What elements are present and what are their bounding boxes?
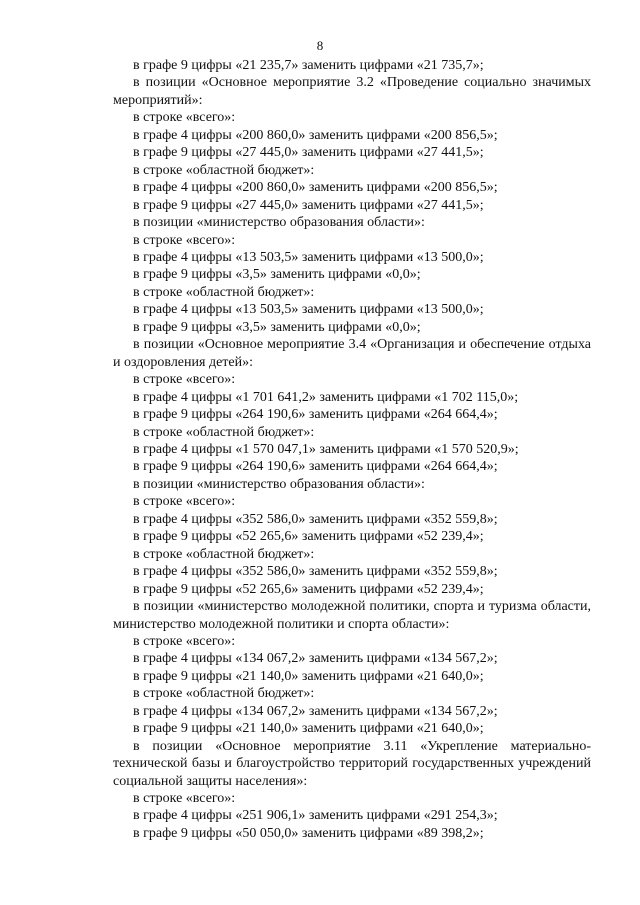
text-line: в строке «всего»: (133, 232, 236, 248)
text-line: социальной защиты населения»: (113, 773, 308, 789)
text-line: в строке «всего»: (133, 494, 236, 510)
text-line: мероприятий»: (113, 92, 203, 108)
text-line: в строке «всего»: (133, 372, 236, 388)
text-line: в графе 4 цифры «13 503,5» заменить цифрами «13 500,0»; (133, 302, 484, 318)
text-line: в графе 9 цифры «52 265,6» заменить цифрами «52 239,4»; (133, 581, 484, 597)
text-line: в строке «всего»: (133, 633, 236, 649)
text-line: в позиции «Основное мероприятие 3.11 «Укрепление материально- (133, 738, 591, 754)
text-line: в графе 4 цифры «13 503,5» заменить цифрами «13 500,0»; (133, 249, 484, 265)
text-line: в графе 4 цифры «200 860,0» заменить цифрами «200 856,5»; (133, 127, 498, 143)
text-line: в позиции «министерство образования области»: (133, 476, 425, 492)
text-line: в графе 9 цифры «52 265,6» заменить цифрами «52 239,4»; (133, 529, 484, 545)
text-line: в позиции «министерство образования области»: (133, 215, 425, 231)
text-line: в графе 9 цифры «3,5» заменить цифрами «0,0»; (133, 267, 421, 283)
text-line: в графе 9 цифры «27 445,0» заменить цифрами «27 441,5»; (133, 197, 484, 213)
text-line: в графе 9 цифры «50 050,0» заменить цифрами «89 398,2»; (133, 825, 484, 841)
text-line: в строке «областной бюджет»: (133, 162, 315, 178)
text-line: в графе 9 цифры «21 235,7» заменить цифрами «21 735,7»; (133, 58, 484, 73)
text-line: в графе 4 цифры «200 860,0» заменить цифрами «200 856,5»; (133, 180, 498, 196)
text-line: в графе 9 цифры «21 140,0» заменить цифрами «21 640,0»; (133, 668, 484, 684)
text-line: в строке «областной бюджет»: (133, 546, 315, 562)
text-line: в графе 4 цифры «251 906,1» заменить цифрами «291 254,3»; (133, 808, 498, 824)
text-line: в графе 4 цифры «352 586,0» заменить цифрами «352 559,8»; (133, 511, 498, 527)
text-line: в графе 9 цифры «21 140,0» заменить цифрами «21 640,0»; (133, 721, 484, 737)
text-line: технической базы и благоустройство территорий государственных учреждений (113, 756, 591, 772)
text-line: в графе 4 цифры «1 570 047,1» заменить цифрами «1 570 520,9»; (133, 441, 519, 457)
text-line: в графе 9 цифры «27 445,0» заменить цифрами «27 441,5»; (133, 145, 484, 161)
text-line: в графе 4 цифры «134 067,2» заменить цифрами «134 567,2»; (133, 703, 498, 719)
text-line: в позиции «Основное мероприятие 3.4 «Организация и обеспечение отдыха (133, 337, 591, 353)
page-number: 8 (316, 38, 324, 53)
text-line: в строке «областной бюджет»: (133, 284, 315, 300)
text-line: в графе 4 цифры «352 586,0» заменить цифрами «352 559,8»; (133, 564, 498, 580)
text-line: в графе 4 цифры «1 701 641,2» заменить цифрами «1 702 115,0»; (133, 389, 519, 405)
text-line: и оздоровления детей»: (113, 354, 253, 370)
text-line: в строке «областной бюджет»: (133, 424, 315, 440)
text-line: в графе 9 цифры «264 190,6» заменить цифрами «264 664,4»; (133, 459, 498, 475)
text-line: в графе 4 цифры «134 067,2» заменить цифрами «134 567,2»; (133, 651, 498, 667)
text-line: в позиции «министерство молодежной политики, спорта и туризма области, (133, 599, 591, 615)
text-line: в позиции «Основное мероприятие 3.2 «Проведение социально значимых (133, 75, 591, 91)
document-body (113, 57, 591, 842)
text-line: в графе 9 цифры «3,5» заменить цифрами «0,0»; (133, 319, 421, 335)
text-line: в строке «областной бюджет»: (133, 686, 315, 702)
text-line: министерство молодежной политики и спорта области»: (113, 616, 450, 632)
text-line: в графе 9 цифры «264 190,6» заменить цифрами «264 664,4»; (133, 407, 498, 423)
text-line: в строке «всего»: (133, 110, 236, 126)
text-line: в строке «всего»: (133, 791, 236, 807)
